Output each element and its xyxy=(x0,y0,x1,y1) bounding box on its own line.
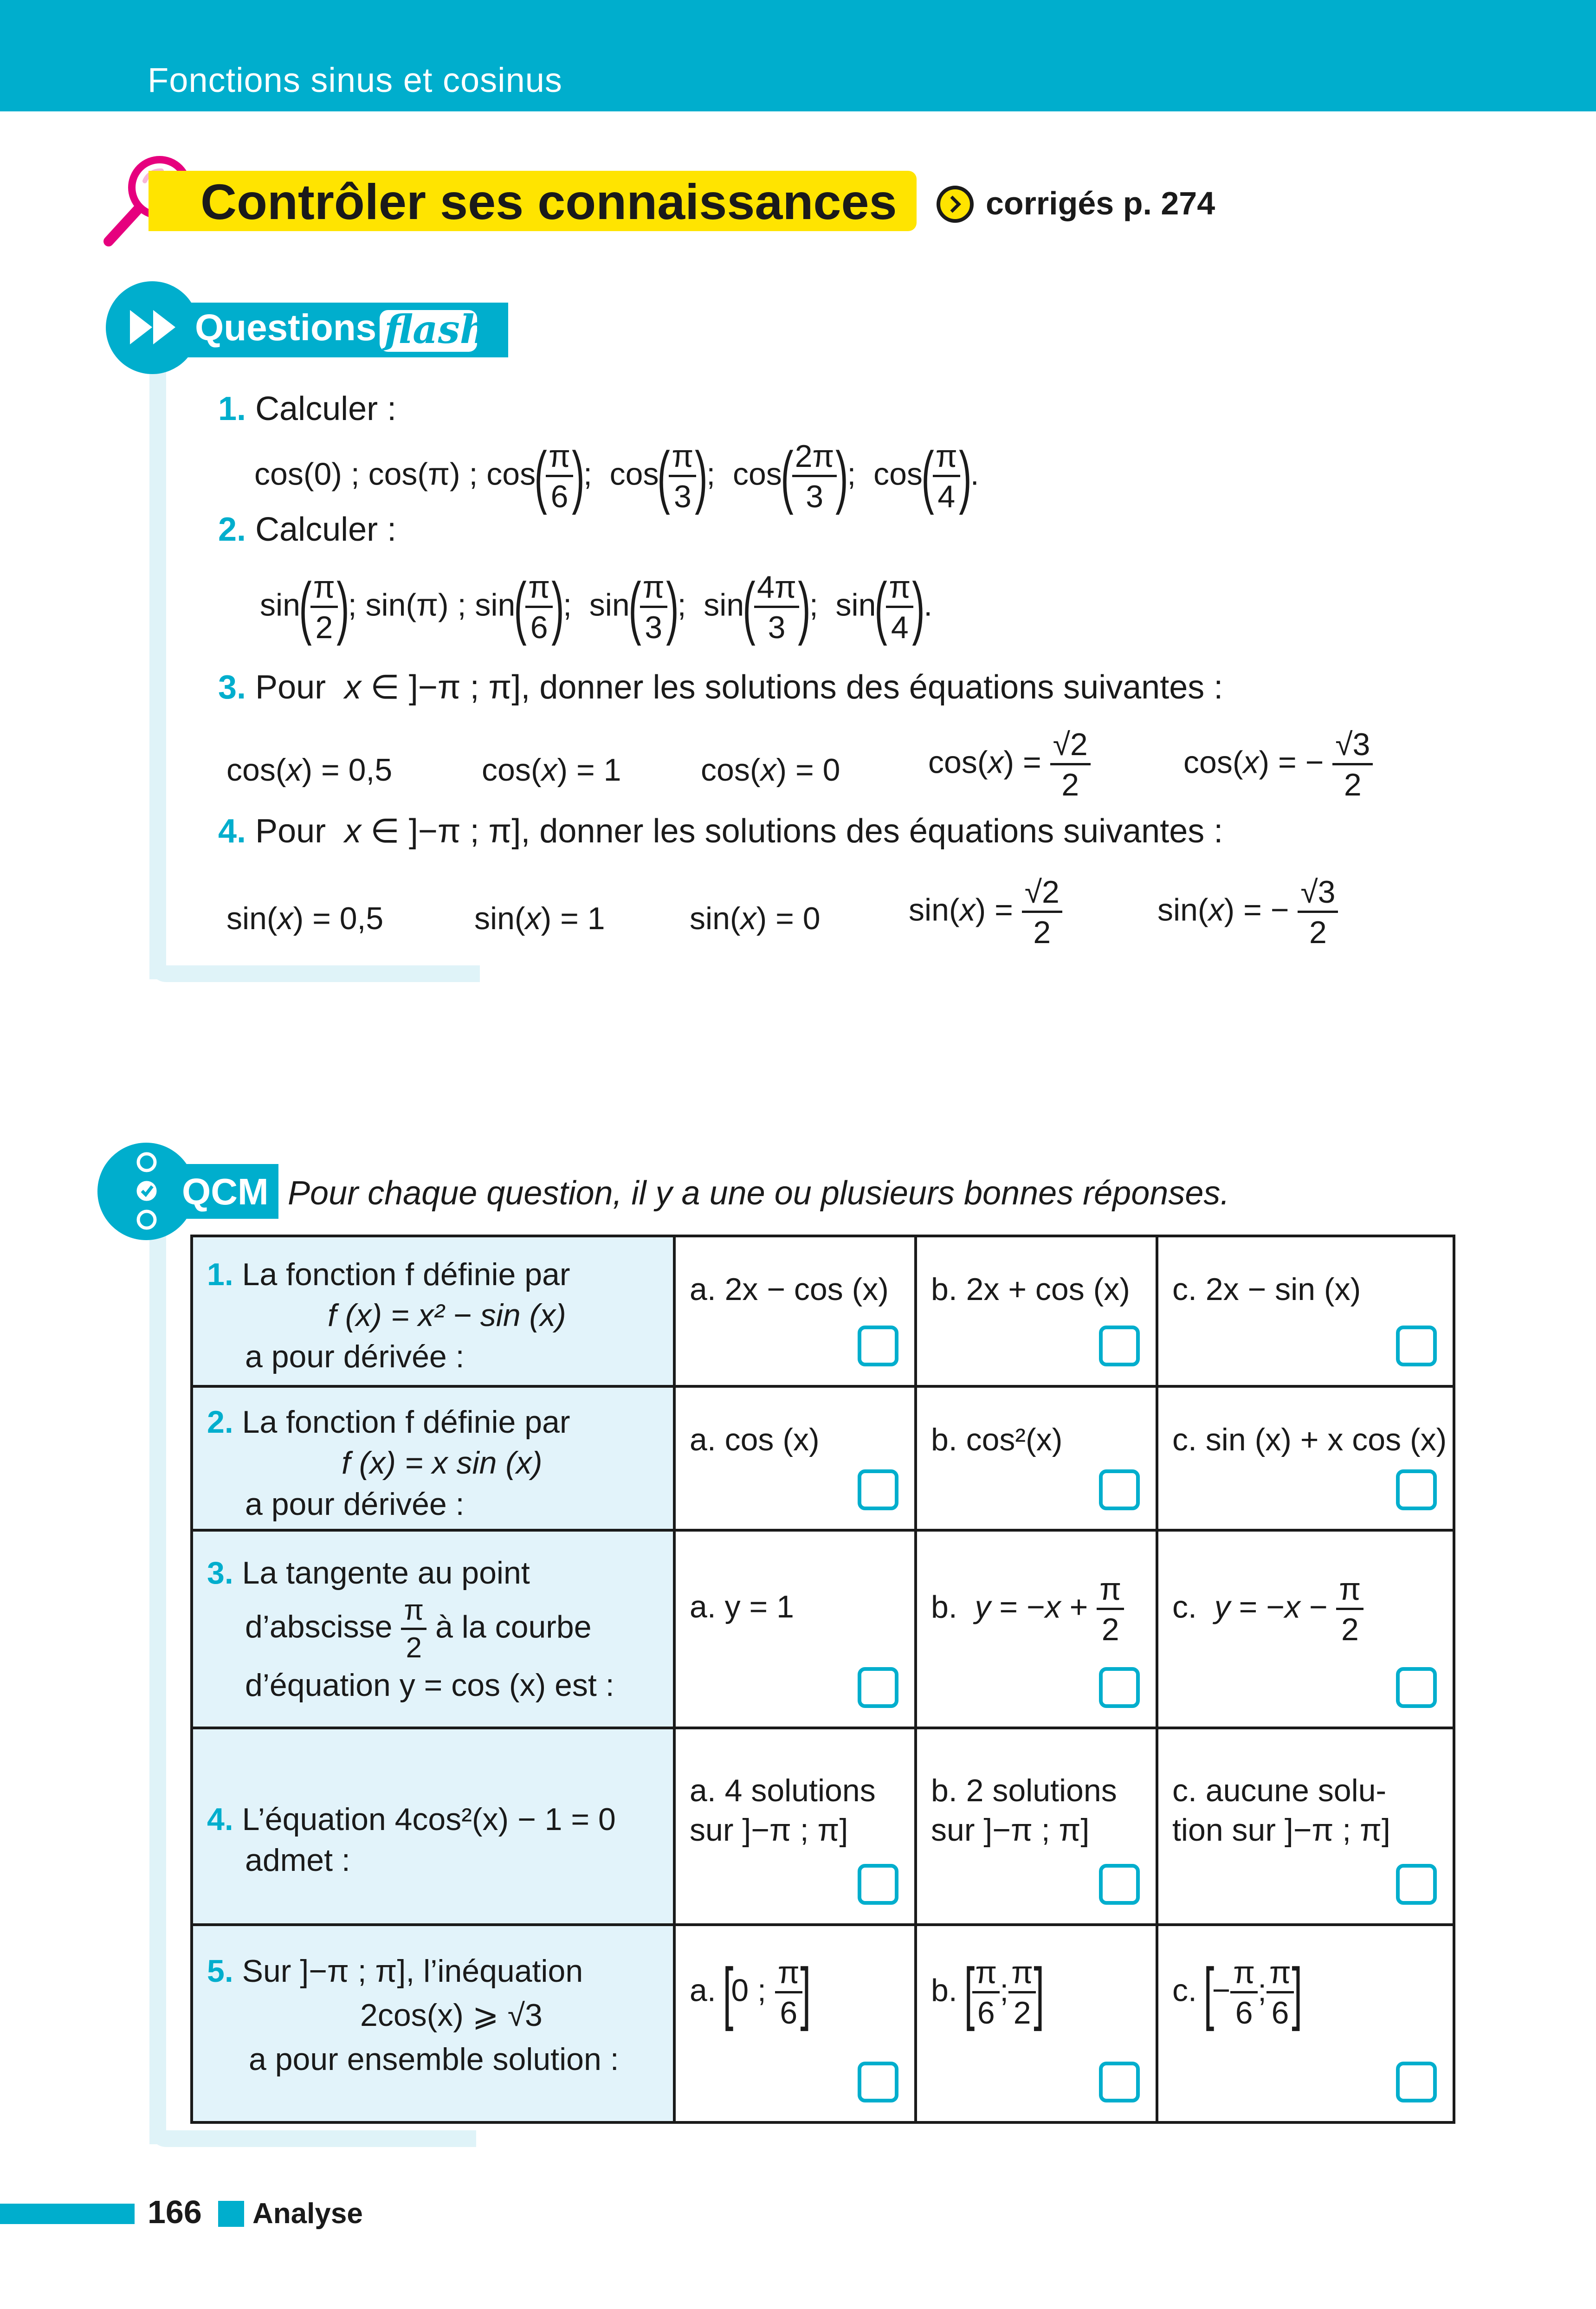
checkbox-3b[interactable] xyxy=(1099,1667,1140,1708)
qcm-table xyxy=(190,1235,1455,2124)
checkbox-3a[interactable] xyxy=(858,1667,898,1708)
checkbox-2a[interactable] xyxy=(858,1469,898,1510)
checkbox-4c[interactable] xyxy=(1396,1864,1437,1905)
chapter-title: Fonctions sinus et cosinus xyxy=(148,61,562,99)
checkbox-2b[interactable] xyxy=(1099,1469,1140,1510)
flash-question-2: 2. Calculer : xyxy=(218,511,397,548)
eq-sin-05: sin(x) = 0,5 xyxy=(226,901,384,936)
qcm-instruction: Pour chaque question, il y a une ou plusieurs bonnes réponses. xyxy=(288,1175,1230,1212)
flash-question-1: 1. Calculer : xyxy=(218,390,397,427)
checkbox-1c[interactable] xyxy=(1396,1326,1437,1366)
qcm-3-answer-c: c. y = −x − $\frac{\pi}{2}$ xyxy=(1157,1530,1454,1728)
section-name: Analyse xyxy=(252,2198,363,2230)
eq-cos-sqrt2: cos(x) = $\frac{√2}{2}$ xyxy=(928,729,1091,801)
qcm-1-answer-c: c. 2x − sin (x) xyxy=(1157,1236,1454,1386)
eq-cos-1: cos(x) = 1 xyxy=(482,752,621,788)
footer-bar xyxy=(0,2204,135,2224)
qcm-2-answer-b: b. cos²(x) xyxy=(916,1386,1157,1530)
qcm-question-5: 5. Sur ]−π ; π], l’inéquation 2cos(x) ⩾ √3 a pour ensemble solution : xyxy=(192,1925,674,2122)
qcm-2-answer-c: c. sin (x) + x cos (x) xyxy=(1157,1386,1454,1530)
qcm-4-answer-c: c. aucune solu- tion sur ]−π ; π] xyxy=(1157,1728,1454,1925)
qcm-question-1: 1. La fonction f définie par f (x) = x² − sin (x) a pour dérivée : xyxy=(192,1236,674,1386)
checkbox-4b[interactable] xyxy=(1099,1864,1140,1905)
qcm-row-3 xyxy=(192,1530,1454,1728)
flash-q2-expressions: sin( $\frac{\pi}{2}$ ); sin(π) ; sin( $\frac{\pi}{6}$ ); sin( $\frac{\pi}{3}$ ); sin( $\frac{4\pi}{3}$ ); sin( $\frac{\pi}{4}$ ). xyxy=(260,568,933,646)
eq-cos-0: cos(x) = 0 xyxy=(701,752,840,788)
eq-sin-1: sin(x) = 1 xyxy=(474,901,605,936)
qcm-1-answer-a: a. 2x − cos (x) xyxy=(674,1236,916,1386)
qcm-frame-bottom xyxy=(149,2130,476,2147)
qcm-4-answer-b: b. 2 solutions sur ]−π ; π] xyxy=(916,1728,1157,1925)
flash-label: Questions xyxy=(195,307,377,348)
qcm-5-answer-c: c. [− $\frac{\pi}{6}$ ; $\frac{\pi}{6}$ ] xyxy=(1157,1925,1454,2122)
flash-frame-bottom xyxy=(149,965,480,982)
checkbox-1a[interactable] xyxy=(858,1326,898,1366)
chevron-right-icon xyxy=(937,186,974,223)
qcm-4-answer-a: a. 4 solutions sur ]−π ; π] xyxy=(674,1728,916,1925)
qcm-2-answer-a: a. cos (x) xyxy=(674,1386,916,1530)
qcm-5-answer-b: b. [ $\frac{\pi}{6}$ ; $\frac{\pi}{2}$ ] xyxy=(916,1925,1157,2122)
qcm-row-1 xyxy=(192,1236,1454,1386)
checkbox-5b[interactable] xyxy=(1099,2062,1140,2102)
checklist-icon xyxy=(133,1150,161,1234)
qcm-3-answer-b: b. y = −x + $\frac{\pi}{2}$ xyxy=(916,1530,1157,1728)
eq-sin-0: sin(x) = 0 xyxy=(690,901,821,936)
qcm-question-3: 3. La tangente au point d’abscisse $\frac{\pi}{2}$ à la courbe d’équation y = cos (x) est : xyxy=(192,1530,674,1728)
footer-square xyxy=(218,2201,244,2227)
page-number: 166 xyxy=(148,2194,202,2230)
qcm-5-answer-a: a. [0 ; $\frac{\pi}{6}$ ] xyxy=(674,1925,916,2122)
qcm-row-4 xyxy=(192,1728,1454,1925)
qcm-1-answer-b: b. 2x + cos (x) xyxy=(916,1236,1157,1386)
eq-sin-sqrt2: sin(x) = $\frac{√2}{2}$ xyxy=(909,876,1062,948)
flash-question-4: 4. Pour x ∈ ]−π ; π], donner les solutions des équations suivantes : xyxy=(218,813,1223,850)
qcm-3-answer-a: a. y = 1 xyxy=(674,1530,916,1728)
flash-frame-line xyxy=(149,343,166,979)
eq-cos-minus-sqrt3: cos(x) = − $\frac{√3}{2}$ xyxy=(1183,729,1373,801)
double-arrow-icon xyxy=(126,302,191,353)
qcm-question-2: 2. La fonction f définie par f (x) = x sin (x) a pour dérivée : xyxy=(192,1386,674,1530)
checkbox-5c[interactable] xyxy=(1396,2062,1437,2102)
checkbox-3c[interactable] xyxy=(1396,1667,1437,1708)
checkbox-1b[interactable] xyxy=(1099,1326,1140,1366)
checkbox-5a[interactable] xyxy=(858,2062,898,2102)
qcm-question-4: 4. L’équation 4cos²(x) − 1 = 0 admet : xyxy=(192,1728,674,1925)
qcm-row-2 xyxy=(192,1386,1454,1530)
qcm-frame-line xyxy=(149,1207,166,2144)
section-title: Contrôler ses connaissances xyxy=(200,174,897,230)
eq-cos-05: cos(x) = 0,5 xyxy=(226,752,393,788)
checkbox-4a[interactable] xyxy=(858,1864,898,1905)
checkbox-2c[interactable] xyxy=(1396,1469,1437,1510)
qcm-row-5 xyxy=(192,1925,1454,2122)
eq-sin-minus-sqrt3: sin(x) = − $\frac{√3}{2}$ xyxy=(1157,876,1338,948)
flash-question-3: 3. Pour x ∈ ]−π ; π], donner les solutions des équations suivantes : xyxy=(218,669,1223,706)
corriges-link[interactable]: corrigés p. 274 xyxy=(986,185,1215,221)
flash-q1-expressions: cos(0) ; cos(π) ; cos( $\frac{\pi}{6}$ ); cos( $\frac{\pi}{3}$ ); cos( $\frac{2\pi}{3}$ ); cos( $\frac{\pi}{4}$ ). xyxy=(254,437,979,515)
flash-word: flash xyxy=(384,306,488,352)
qcm-label: QCM xyxy=(182,1171,269,1212)
